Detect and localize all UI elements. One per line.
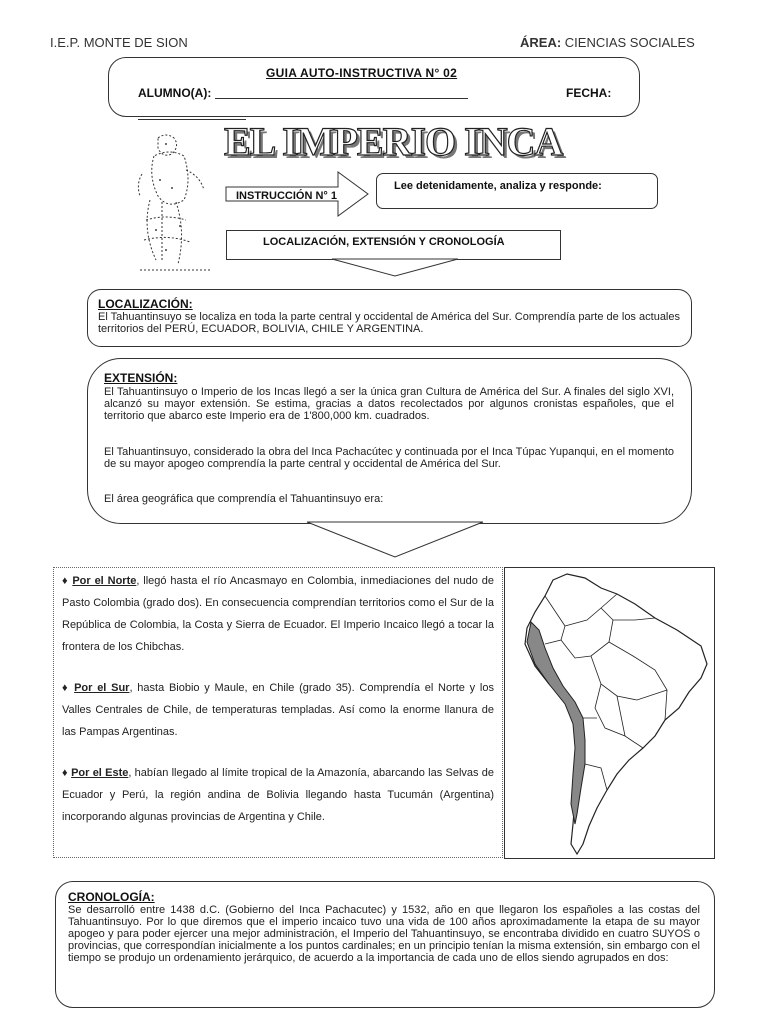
limit-norte — [62, 570, 494, 658]
school-name: I.E.P. MONTE DE SION — [50, 35, 188, 50]
extension-heading: EXTENSIÓN: — [104, 371, 178, 385]
localizacion-panel — [87, 289, 692, 347]
topic-title: LOCALIZACIÓN, EXTENSIÓN Y CRONOLOGÍA — [263, 236, 505, 248]
limit-este — [62, 762, 494, 828]
down-arrow-icon — [330, 258, 460, 278]
localizacion-text: El Tahuantinsuyo se localiza en toda la parte central y occidental de América del Sur. Comprendía parte de los actuales territorios del PERÚ, ECUADOR, BOLIVIA, CHILE Y ARGENTINA. — [98, 311, 680, 335]
guia-title: GUIA AUTO-INSTRUCTIVA N° 02 — [266, 66, 458, 80]
inca-figure-illustration — [136, 130, 216, 280]
extension-paragraph-2: El Tahuantinsuyo, considerado la obra del Inca Pachacútec y continuada por el Inca Túpac Yupanqui, en el momento de su mayor apogeo comprendía la parte central y occidental de América del Sur. — [104, 446, 674, 470]
south-america-map — [505, 568, 714, 858]
limit-este-label: Por el Este — [71, 767, 129, 779]
area-label: ÁREA: — [520, 35, 562, 50]
cronologia-heading: CRONOLOGÍA: — [68, 890, 155, 904]
bullet-icon: ♦ — [62, 767, 68, 779]
limit-sur-label: Por el Sur — [74, 682, 130, 694]
extension-paragraph-3: El área geográfica que comprendía el Tahuantinsuyo era: — [104, 493, 384, 505]
area-value: CIENCIAS SOCIALES — [564, 35, 695, 50]
cronologia-panel — [55, 881, 715, 1008]
south-america-outline — [525, 574, 707, 854]
bullet-icon: ♦ — [62, 682, 70, 694]
instruction-label: INSTRUCCIÓN N° 1 — [236, 190, 337, 202]
alumno-label: ALUMNO(A): — [138, 86, 212, 100]
main-title: EL IMPERIO INCA — [224, 119, 563, 164]
down-arrow-large-icon — [305, 520, 485, 560]
map-frame — [504, 567, 715, 859]
fecha-label: FECHA: — [566, 86, 612, 100]
localizacion-heading: LOCALIZACIÓN: — [98, 297, 193, 311]
extension-panel — [87, 358, 692, 524]
area-line — [520, 35, 695, 50]
extension-paragraph-1: El Tahuantinsuyo o Imperio de los Incas llegó a ser la única gran Cultura de América del Sur. A finales del siglo XVI, alcanzó su mayor extensión. Se estima, gracias a datos recolectados por algunos cronistas españoles, que el territorio que abarco este Imperio era de 1'800,000 km. cuadrados. — [104, 386, 674, 422]
cronologia-text: Se desarrolló entre 1438 d.C. (Gobierno del Inca Pachacutec) y 1532, año en que llegaron los españoles a las costas del Tahuantinsuyo. Por lo que diremos que el imperio incaico tuvo una vida de 100 años aproximadamente la etapa de su mayor apogeo y para poder ejercer una mejor administración, el Imperio del Tahuantinsuyo, se encontraba dividido en cuatro SUYOS o provincias, que correspondían inicialmente a los puntos cardinales; en un principio tenían la misma extensión, sin embargo con el tiempo se produjo un ordenamiento jerárquico, de acuerdo a la importancia de cada uno de ellos siendo agrupados en dos: — [68, 904, 700, 964]
instruction-text: Lee detenidamente, analiza y responde: — [394, 180, 602, 192]
limits-panel — [53, 567, 503, 858]
limit-sur — [62, 677, 494, 743]
limit-norte-label: Por el Norte — [72, 575, 137, 587]
bullet-icon: ♦ — [62, 575, 69, 587]
alumno-blank-line[interactable] — [215, 98, 468, 99]
limit-este-text: , habían llegado al límite tropical de la Amazonía, abarcando las Selvas de Ecuador y Perú, la región andina de Bolivia llegando hasta Tucumán (Argentina) incorporando algunas provincias de Argentina y Chile. — [62, 767, 494, 823]
limit-norte-text: , llegó hasta el río Ancasmayo en Colombia, inmediaciones del nudo de Pasto Colombia (grado dos). En consecuencia comprendían territorios como el Sur de la República de Colombia, la Costa y Sierra de Ecuador. El Imperio Incaico llegó a tocar la frontera de los Chibchas. — [62, 575, 495, 653]
limit-sur-text: , hasta Biobio y Maule, en Chile (grado 35). Comprendía el Norte y los Valles Centrales de Chile, de temperaturas templadas. Así como la enorme llanura de las Pampas Argentinas. — [62, 682, 494, 738]
